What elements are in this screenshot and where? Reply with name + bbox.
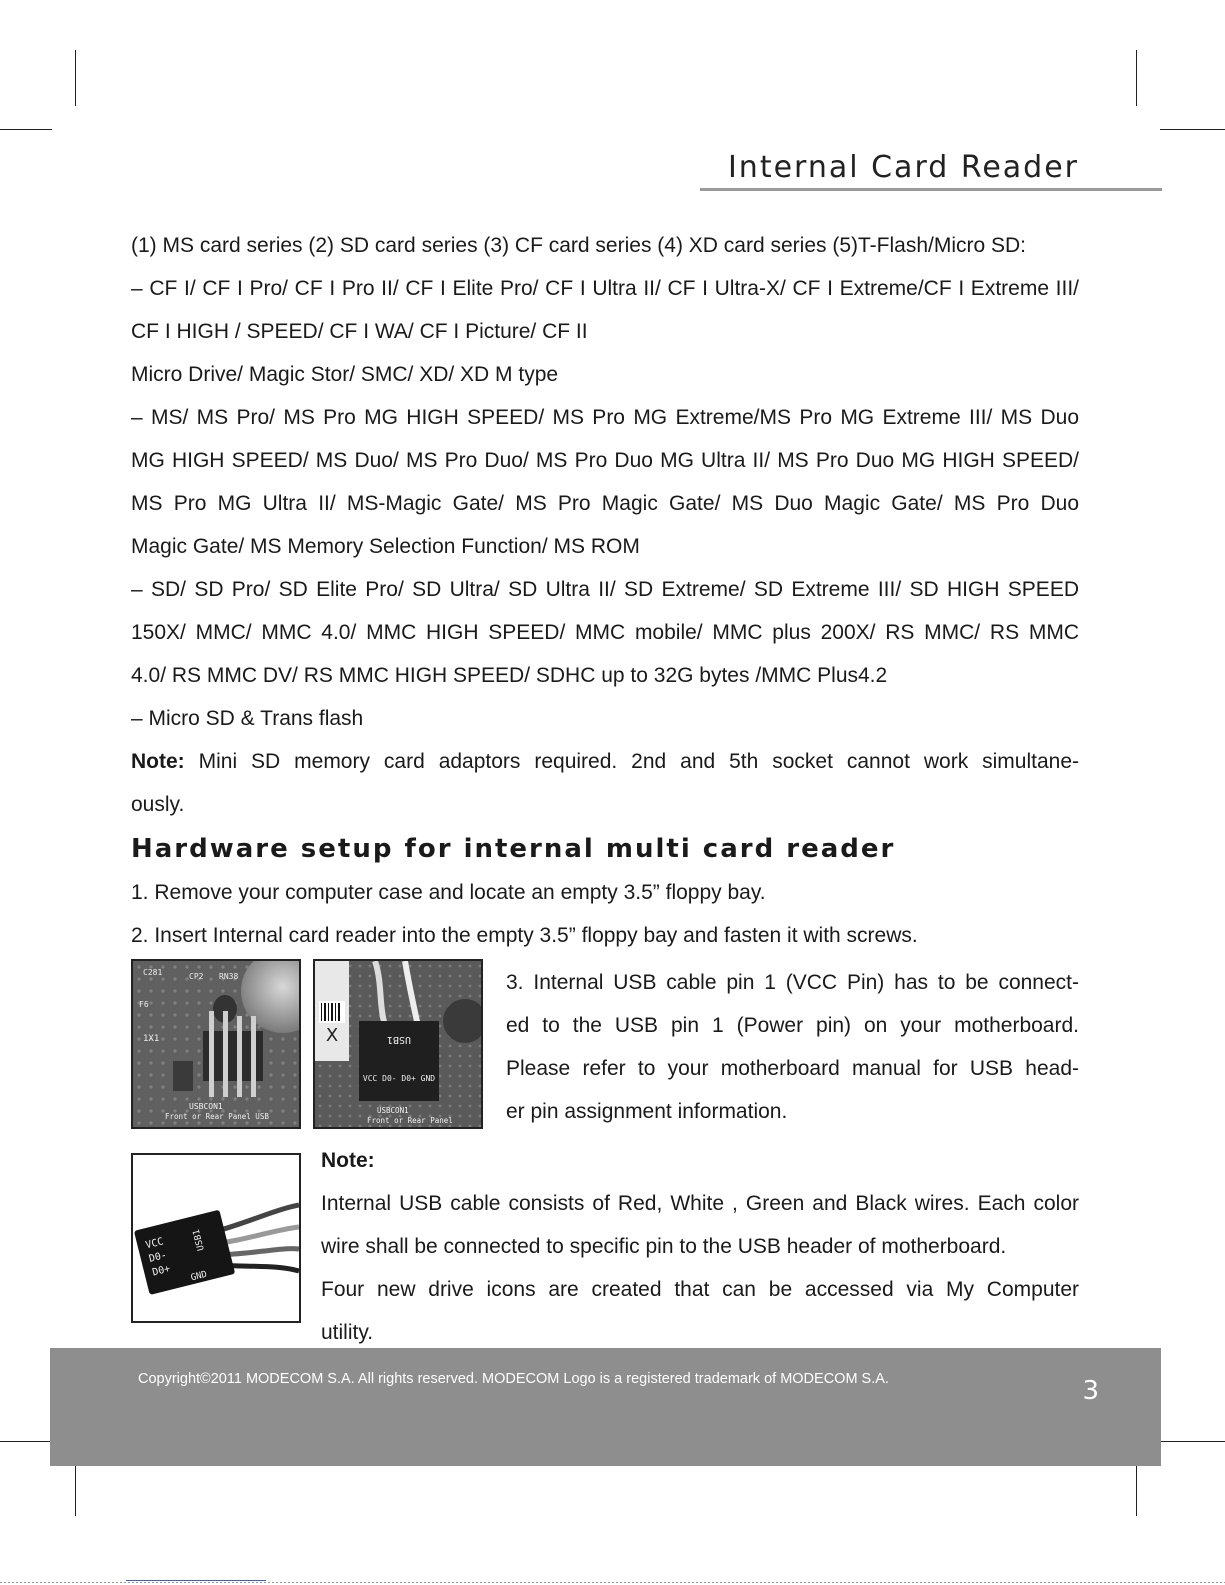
note-2-text <box>321 1139 1079 1354</box>
pin-label: D0+ <box>151 1263 172 1279</box>
chip-label: RN38 <box>219 972 239 981</box>
connector-label: USB1 <box>386 1034 412 1045</box>
body-line: Micro Drive/ Magic Stor/ SMC/ XD/ XD M type <box>131 363 559 386</box>
header-rule <box>700 188 1162 191</box>
note-2-line: Internal USB cable consists of Red, White , Green and Black wires. Each color <box>321 1192 1079 1215</box>
chip-label: C281 <box>143 968 163 977</box>
body-line: Magic Gate/ MS Memory Selection Function/ MS ROM <box>131 535 640 558</box>
page-number: 3 <box>1082 1376 1099 1406</box>
main-content <box>131 224 1079 1351</box>
body-line: – SD/ SD Pro/ SD Elite Pro/ SD Ultra/ SD Ultra II/ SD Extreme/ SD Extreme III/ SD HIGH SPEED <box>131 578 1079 601</box>
crop-mark <box>1136 1464 1137 1516</box>
motherboard-photo-graphic <box>133 961 299 1127</box>
note-continuation: ously. <box>131 793 185 816</box>
chip-label: 1X1 <box>143 1034 160 1044</box>
body-line: CF I HIGH / SPEED/ CF I WA/ CF I Picture/ CF II <box>131 320 588 343</box>
gnd-label: GND <box>189 1269 209 1284</box>
crop-mark <box>1160 1441 1225 1442</box>
step-3-line: 3. Internal USB cable pin 1 (VCC Pin) has to be connect- <box>506 971 1079 994</box>
section-heading: Hardware setup for internal multi card reader <box>131 834 896 864</box>
bottom-underline <box>126 1580 266 1581</box>
note-2-line: wire shall be connected to specific pin to the USB header of motherboard. <box>321 1235 1007 1258</box>
copyright-text: Copyright©2011 MODECOM S.A. All rights reserved. MODECOM Logo is a registered trademark of MODECOM S.A. <box>138 1371 889 1387</box>
body-line: – MS/ MS Pro/ MS Pro MG HIGH SPEED/ MS Pro MG Extreme/MS Pro MG Extreme III/ MS Duo <box>131 406 1079 429</box>
body-line: (1) MS card series (2) SD card series (3) CF card series (4) XD card series (5)T-Flash/Micro SD: <box>131 234 1027 257</box>
pin-label: VCC <box>144 1236 165 1252</box>
body-line: MG HIGH SPEED/ MS Duo/ MS Pro Duo/ MS Pro Duo MG Ultra II/ MS Pro Duo MG HIGH SPEED/ <box>131 449 1079 472</box>
note-2-line: Four new drive icons are created that can be accessed via My Computer <box>321 1278 1079 1301</box>
step-1: 1. Remove your computer case and locate an empty 3.5” floppy bay. <box>131 881 766 904</box>
note-paragraph <box>131 740 1079 783</box>
page-header-title: Internal Card Reader <box>727 150 1079 185</box>
chip-label: CP2 <box>189 972 204 981</box>
usb-cable-photo <box>131 1153 301 1323</box>
motherboard-usb-header-photo <box>131 959 301 1129</box>
crop-mark <box>0 1441 52 1442</box>
panel-caption: Front or Rear Panel USB <box>165 1112 269 1121</box>
sticker-label: X <box>325 1025 339 1046</box>
connector-label: USB1 <box>191 1228 207 1252</box>
step-3-line: ed to the USB pin 1 (Power pin) on your motherboard. <box>506 1014 1079 1037</box>
note-label: Note: <box>321 1149 375 1172</box>
step-3-line: er pin assignment information. <box>506 1100 788 1123</box>
usb-cable-note <box>131 1151 1079 1351</box>
body-line: – CF I/ CF I Pro/ CF I Pro II/ CF I Elite Pro/ CF I Ultra II/ CF I Ultra-X/ CF I Extreme/CF I Extreme III/ <box>131 277 1079 300</box>
crop-mark <box>0 129 52 130</box>
connector-photo-graphic <box>315 961 481 1127</box>
body-line: MS Pro MG Ultra II/ MS-Magic Gate/ MS Pro Magic Gate/ MS Duo Magic Gate/ MS Pro Duo <box>131 492 1079 515</box>
footer-band <box>50 1348 1161 1466</box>
step-3-line: Please refer to your motherboard manual for USB head- <box>506 1057 1079 1080</box>
cable-photo-graphic <box>133 1155 299 1321</box>
body-line: 4.0/ RS MMC DV/ RS MMC HIGH SPEED/ SDHC up to 32G bytes /MMC Plus4.2 <box>131 664 888 687</box>
chip-label: F6 <box>139 1000 149 1009</box>
crop-mark <box>1160 129 1225 130</box>
step-2: 2. Insert Internal card reader into the empty 3.5” floppy bay and fasten it with screws. <box>131 924 918 947</box>
step-3 <box>506 961 1079 1133</box>
bottom-dotted-rule <box>0 1582 1225 1583</box>
usb-connector-photo <box>313 959 483 1129</box>
photo-row <box>131 959 1079 1135</box>
header-label: USBCON1 <box>189 1102 223 1111</box>
body-line: 150X/ MMC/ MMC 4.0/ MMC HIGH SPEED/ MMC mobile/ MMC plus 200X/ RS MMC/ RS MMC <box>131 621 1079 644</box>
panel-caption: Front or Rear Panel <box>367 1116 453 1125</box>
note-label: Note: <box>131 750 185 773</box>
header-label: USBCON1 <box>377 1106 409 1115</box>
crop-mark <box>75 1464 76 1516</box>
crop-mark <box>1136 50 1137 106</box>
body-line: – Micro SD & Trans flash <box>131 707 364 730</box>
crop-mark <box>75 50 76 106</box>
pin-label: D0- <box>147 1249 169 1265</box>
connector-pins: VCC D0- D0+ GND <box>362 1074 436 1083</box>
note-2-line: utility. <box>321 1321 374 1344</box>
note-text: Mini SD memory card adaptors required. 2nd and 5th socket cannot work simultane- <box>184 750 1079 773</box>
